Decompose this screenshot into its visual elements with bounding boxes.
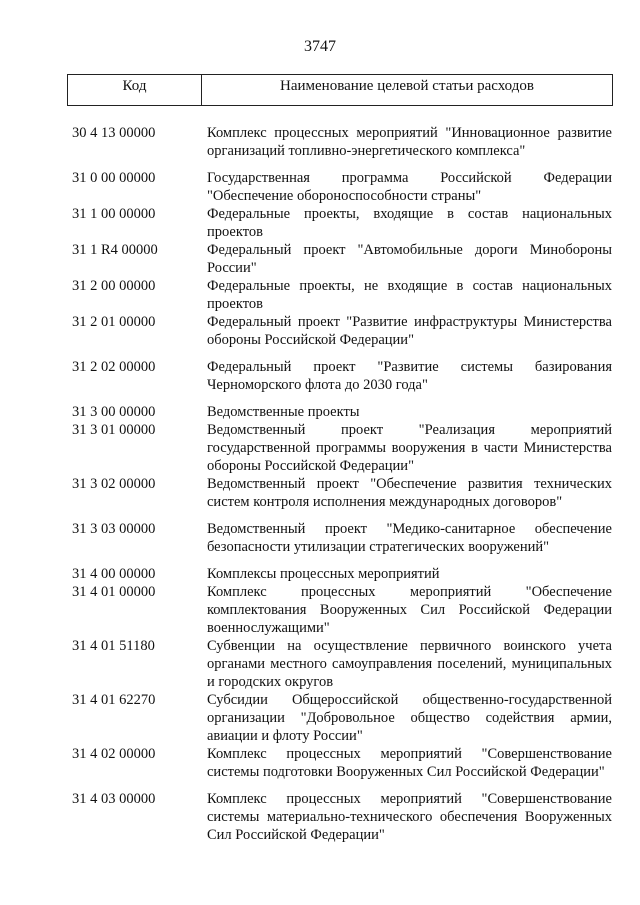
row-name: Субсидии Общероссийской общественно-государственной организации "Добровольное общество содействия армии, авиации и флоту России" [207, 692, 612, 744]
table-header [67, 74, 613, 106]
row-code: 31 4 02 00000 [72, 746, 156, 762]
row-name: Государственная программа Российской Федерации "Обеспечение обороноспособности страны" [207, 170, 612, 204]
row-name: Комплексы процессных мероприятий [207, 566, 440, 582]
row-code: 31 4 01 00000 [72, 584, 156, 600]
table-row [0, 277, 640, 313]
row-name: Комплекс процессных мероприятий "Инновационное развитие организаций топливно-энергетического комплекса" [207, 125, 612, 159]
row-name: Комплекс процессных мероприятий "Совершенствование системы материально-технического обеспечения Вооруженных Сил Российской Федерации" [207, 791, 612, 843]
table-body [0, 124, 640, 844]
table-row [0, 565, 640, 583]
table-row [0, 691, 640, 745]
table-row [0, 205, 640, 241]
row-code: 31 2 01 00000 [72, 314, 156, 330]
row-name: Федеральные проекты, входящие в состав национальных проектов [207, 206, 612, 240]
row-name: Ведомственный проект "Реализация мероприятий государственной программы вооружения в части Министерства обороны Российской Федерации" [207, 422, 612, 474]
row-name: Федеральный проект "Развитие инфраструктуры Министерства обороны Российской Федерации" [207, 314, 612, 348]
row-name: Федеральный проект "Развитие системы базирования Черноморского флота до 2030 года" [207, 359, 612, 393]
row-name: Ведомственный проект "Обеспечение развития технических систем контроля исполнения международных договоров" [207, 476, 612, 510]
table-row [0, 637, 640, 691]
table-row [0, 403, 640, 421]
table-row [0, 520, 640, 556]
row-name: Ведомственный проект "Медико-санитарное обеспечение безопасности утилизации стратегических вооружений" [207, 521, 612, 555]
row-name: Федеральный проект "Автомобильные дороги Минобороны России" [207, 242, 612, 276]
row-code: 31 4 00 00000 [72, 566, 156, 582]
table-row [0, 124, 640, 160]
table-row [0, 358, 640, 394]
row-code: 31 1 R4 00000 [72, 242, 158, 258]
row-code: 31 4 01 62270 [72, 692, 156, 708]
row-code: 31 2 02 00000 [72, 359, 156, 375]
row-code: 31 0 00 00000 [72, 170, 156, 186]
row-code: 31 1 00 00000 [72, 206, 156, 222]
row-code: 31 4 01 51180 [72, 638, 155, 654]
row-name: Субвенции на осуществление первичного воинского учета органами местного самоуправления поселений, муниципальных и городских округов [207, 638, 612, 690]
table-row [0, 790, 640, 844]
row-code: 31 3 01 00000 [72, 422, 156, 438]
table-row [0, 313, 640, 349]
row-name: Комплекс процессных мероприятий "Совершенствование системы подготовки Вооруженных Сил Российской Федерации" [207, 746, 612, 780]
row-name: Федеральные проекты, не входящие в состав национальных проектов [207, 278, 612, 312]
table-row [0, 421, 640, 475]
header-code: Код [68, 75, 202, 105]
table-row [0, 241, 640, 277]
page-number: 3747 [304, 38, 336, 55]
table-row [0, 745, 640, 781]
row-code: 30 4 13 00000 [72, 125, 156, 141]
row-code: 31 3 00 00000 [72, 404, 156, 420]
table-row [0, 169, 640, 205]
row-code: 31 3 02 00000 [72, 476, 156, 492]
table-row [0, 583, 640, 637]
row-code: 31 3 03 00000 [72, 521, 156, 537]
row-name: Ведомственные проекты [207, 404, 360, 420]
row-code: 31 4 03 00000 [72, 791, 156, 807]
row-code: 31 2 00 00000 [72, 278, 156, 294]
row-name: Комплекс процессных мероприятий "Обеспечение комплектования Вооруженных Сил Российской Федерации военнослужащими" [207, 584, 612, 636]
table-row [0, 475, 640, 511]
header-name: Наименование целевой статьи расходов [280, 78, 534, 94]
